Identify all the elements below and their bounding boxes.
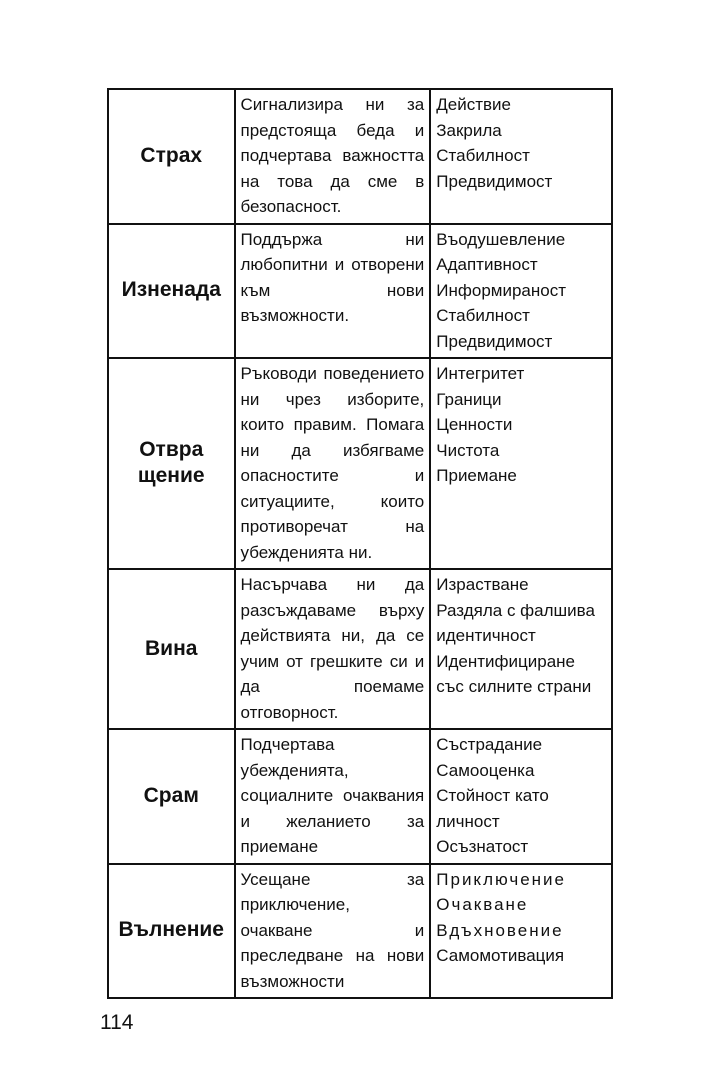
need-item: Вдъхновение xyxy=(436,920,564,940)
table-row xyxy=(108,864,612,999)
need-item: Стабилност xyxy=(436,306,530,325)
emotion-needs xyxy=(430,569,612,729)
need-item: Граници xyxy=(436,389,502,409)
need-item: Действие xyxy=(436,95,511,114)
emotion-needs xyxy=(430,729,612,864)
emotion-name: Изненада xyxy=(108,224,235,359)
need-item: Идентифициране със силните страни xyxy=(436,651,592,696)
need-item: Чистота xyxy=(436,440,500,460)
need-item: Предвидимост xyxy=(436,331,553,351)
need-item: Предвидимост xyxy=(436,171,553,191)
need-item: Приключение xyxy=(436,869,567,889)
need-item: Интегритет xyxy=(436,364,525,383)
need-item: Израстване xyxy=(436,575,529,594)
need-item: Осъзнатост xyxy=(436,837,529,856)
emotion-name: Вълнение xyxy=(108,864,235,999)
emotion-name xyxy=(108,358,235,569)
need-item: Самооценка xyxy=(436,760,535,780)
need-item: Приемане xyxy=(436,466,517,485)
need-item: Закрила xyxy=(436,120,502,140)
need-item: Състрадание xyxy=(436,735,543,754)
need-item: Ценности xyxy=(436,415,513,434)
emotion-needs xyxy=(430,358,612,569)
emotion-name: Страх xyxy=(108,89,235,224)
need-item: Раздяла с фалшива идентичност xyxy=(436,600,595,645)
emotion-purpose: Ръководи поведението ни чрез изборите, които правим. Помага ни да избягваме опасностите и ситуациите, които противоречат на убежденията ни. xyxy=(235,358,431,569)
table-row xyxy=(108,224,612,359)
emotion-purpose: Сигнализира ни за предстояща беда и подчертава важността на това да сме в безопасност. xyxy=(235,89,431,224)
table-row xyxy=(108,569,612,729)
table-row xyxy=(108,358,612,569)
table-row xyxy=(108,89,612,224)
need-item: Стабилност xyxy=(436,146,530,165)
need-item: Информираност xyxy=(436,280,566,300)
emotion-needs xyxy=(430,224,612,359)
emotion-name-line: Отвра xyxy=(139,438,204,461)
need-item: Адаптивност xyxy=(436,255,538,274)
page-number: 114 xyxy=(100,1011,134,1034)
emotion-purpose: Поддържа ни любопитни и отворени към нови възможности. xyxy=(235,224,431,359)
emotion-needs xyxy=(430,89,612,224)
emotion-name: Вина xyxy=(108,569,235,729)
need-item: Самомотивация xyxy=(436,946,565,965)
need-item: Стойност като личност xyxy=(436,786,549,831)
need-item: Въодушевление xyxy=(436,229,566,249)
emotion-purpose: Подчертава убежденията, социалните очаквания и желанието за приемане xyxy=(235,729,431,864)
emotions-table xyxy=(107,88,613,999)
emotion-name-line: щение xyxy=(137,464,205,487)
emotion-name: Срам xyxy=(108,729,235,864)
need-item: Очакване xyxy=(436,895,529,914)
table-row xyxy=(108,729,612,864)
emotion-needs xyxy=(430,864,612,999)
emotion-purpose: Насърчава ни да разсъждаваме върху действията ни, да се учим от грешките си и да поемаме отговорност. xyxy=(235,569,431,729)
emotion-purpose: Усещане за приключение, очакване и преследване на нови възможности xyxy=(235,864,431,999)
